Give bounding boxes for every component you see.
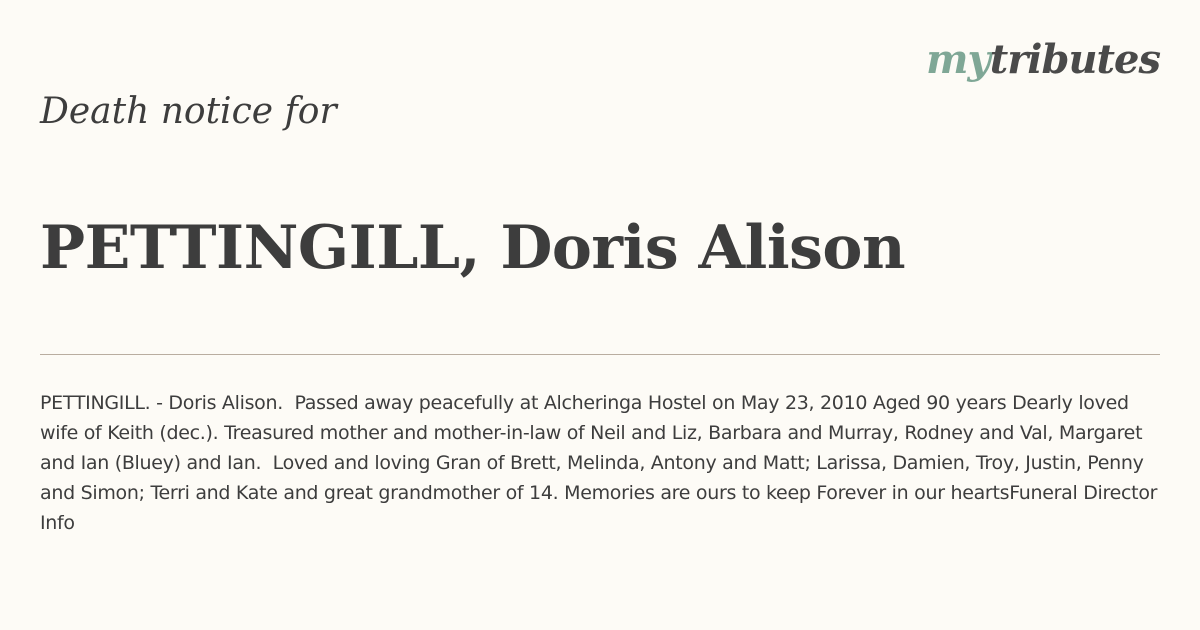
logo-my: my: [926, 36, 990, 83]
mytributes-logo[interactable]: [926, 34, 1160, 86]
notice-text: PETTINGILL. - Doris Alison. Passed away peacefully at Alcheringa Hostel on May 23, 2010 Aged 90 years Dearly loved wife of Keith (dec.). Treasured mother and mother-in-law of Neil and Liz, Barbara and Murray, Rodney and Val, Margaret and Ian (Bluey) and Ian. Loved and loving Gran of Brett, Melinda, Antony and Matt; Larissa, Damien, Troy, Justin, Penny and Simon; Terri and Kate and great grandmother of 14. Memories are ours to keep Forever in our heartsFuneral Director Info: [40, 392, 1163, 534]
deceased-name: PETTINGILL, Doris Alison: [40, 213, 906, 283]
page-subtitle: Death notice for: [40, 91, 337, 132]
section-divider: [40, 354, 1160, 355]
logo-tributes: tributes: [989, 36, 1160, 83]
